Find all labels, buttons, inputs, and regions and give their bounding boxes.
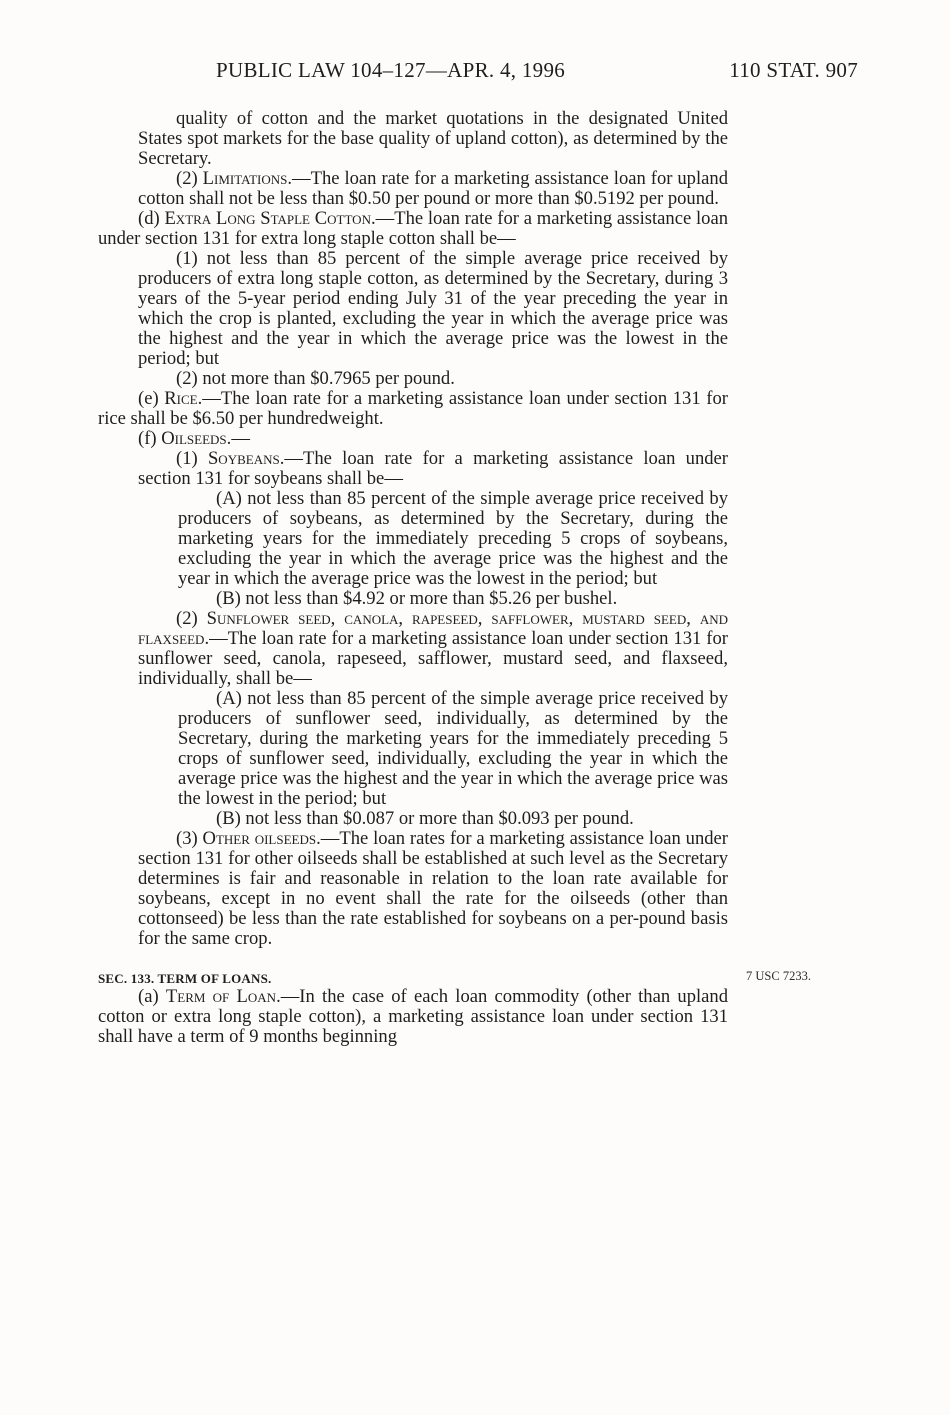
paragraph xyxy=(98,389,728,429)
paragraph-caption: Oilseeds xyxy=(161,428,227,449)
paragraph-text: .—The loan rate for a marketing assistance loan for upland cotton shall not be less than $0.50 per pound or more than $0.5192 per pound. xyxy=(138,168,728,209)
paragraph xyxy=(98,449,728,489)
paragraph-text: (A) not less than 85 percent of the simple average price received by producers of sunflower seed, individually, as determined by the Secretary, during the marketing years for the immediately preceding 5 crops of sunflower seed, individually, excluding the year in which the average price was the highest and the year in which the average price was the lowest in the period; but xyxy=(178,688,728,809)
paragraph-lead: (d) xyxy=(138,208,165,229)
final-paragraph xyxy=(98,987,728,1047)
paragraph-lead: (2) xyxy=(176,168,203,189)
paragraph xyxy=(98,809,728,829)
paragraph-text: (B) not less than $4.92 or more than $5.26 per bushel. xyxy=(216,588,618,609)
paragraph-lead: (3) xyxy=(176,828,203,849)
paragraph-text: .—The loan rate for a marketing assistance loan under section 131 for extra long staple cotton shall be— xyxy=(98,208,728,249)
paragraph-caption: Limitations xyxy=(202,168,288,189)
paragraph-text: .—The loan rate for a marketing assistance loan under section 131 for soybeans shall be— xyxy=(138,448,728,489)
margin-citation: 7 USC 7233. xyxy=(746,969,811,983)
paragraph-caption: Soybeans xyxy=(207,448,280,469)
paragraph xyxy=(98,689,728,809)
paragraph-lead: (1) xyxy=(176,448,208,469)
paragraph-caption: Rice xyxy=(164,388,198,409)
paragraph-lead: (f) xyxy=(138,428,162,449)
paragraph xyxy=(98,209,728,249)
statute-page-number: 110 STAT. 907 xyxy=(729,58,858,82)
paragraph-text: .—The loan rate for a marketing assistance loan under section 131 for rice shall be $6.50 per hundredweight. xyxy=(98,388,728,429)
paragraph-caption: Extra Long Staple Cotton xyxy=(164,208,371,229)
paragraph-lead: (2) xyxy=(176,608,207,629)
paragraph-text: (A) not less than 85 percent of the simple average price received by producers of soybeans, as determined by the Secretary, during the marketing years for the immediately preceding 5 crops of soybeans, excluding the year in which the average price was the highest and the year in which the average price was the lowest in the period; but xyxy=(178,488,728,589)
section-heading: SEC. 133. TERM OF LOANS. xyxy=(98,971,272,986)
paragraph-caption: Other oilseeds xyxy=(202,828,317,849)
paragraph xyxy=(98,609,728,689)
paragraph xyxy=(98,249,728,369)
paragraph xyxy=(98,589,728,609)
paragraph-text: .—The loan rate for a marketing assistance loan under section 131 for sunflower seed, canola, rapeseed, safflower, mustard seed, and flaxseed, individually, shall be— xyxy=(138,628,728,689)
paragraph-lead: (e) xyxy=(138,388,165,409)
paragraph-text: quality of cotton and the market quotations in the designated United States spot markets for the base quality of upland cotton), as determined by the Secretary. xyxy=(138,108,728,169)
paragraph xyxy=(98,429,728,449)
document-body xyxy=(98,109,728,1047)
paragraph-text: (2) not more than $0.7965 per pound. xyxy=(176,368,455,389)
paragraph xyxy=(98,169,728,209)
paragraph-text: .—The loan rates for a marketing assistance loan under section 131 for other oilseeds shall be established at such level as the Secretary determines is fair and reasonable in relation to the loan rate available for soybeans, except in no event shall the rate for the oilseeds (other than cottonseed) be less than the rate established for soybeans on a per-pound basis for the same crop. xyxy=(138,828,728,949)
paragraph-text: (B) not less than $0.087 or more than $0.093 per pound. xyxy=(216,808,634,829)
paragraph xyxy=(98,109,728,169)
paragraph xyxy=(98,369,728,389)
final-paragraph-caption: Term of Loan xyxy=(165,986,277,1007)
paragraph-text: .— xyxy=(226,428,250,449)
running-head-title: PUBLIC LAW 104–127—APR. 4, 1996 xyxy=(216,58,566,82)
paragraph xyxy=(98,489,728,589)
paragraph-caption: Sunflower seed, canola, rapeseed, safflower, mustard seed, and flaxseed xyxy=(138,608,728,649)
paragraph-list xyxy=(98,109,728,949)
section-heading-row xyxy=(98,965,728,987)
final-paragraph-text: .—In the case of each loan commodity (other than upland cotton or extra long staple cotton), a marketing assistance loan under section 131 shall have a term of 9 months beginning xyxy=(98,986,728,1047)
paragraph-text: (1) not less than 85 percent of the simple average price received by producers of extra long staple cotton, as determined by the Secretary, during 3 years of the 5-year period ending July 31 of the year preceding the year in which the crop is planted, excluding the year in which the average price was the highest and the year in which the average price was the lowest in the period; but xyxy=(138,248,728,369)
paragraph xyxy=(98,829,728,949)
final-paragraph-lead: (a) xyxy=(138,986,166,1007)
